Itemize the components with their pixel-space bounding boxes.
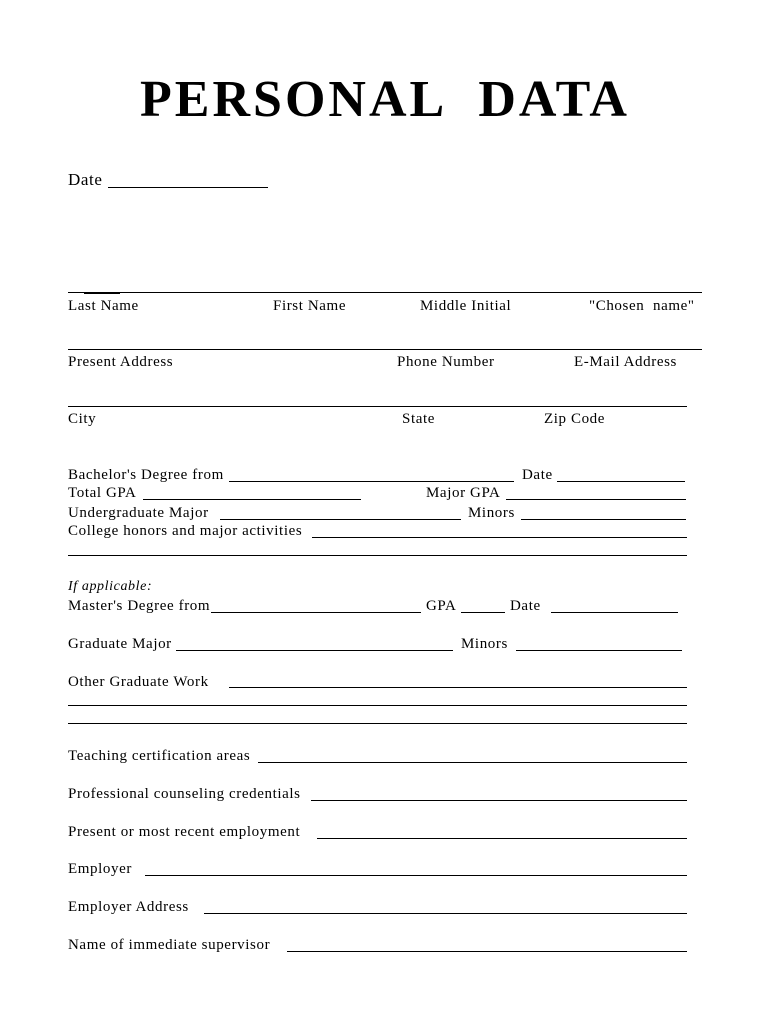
state-label: State: [402, 411, 435, 427]
employer-address-field[interactable]: [204, 913, 687, 914]
masters-degree-label: Master's Degree from: [68, 598, 211, 614]
bachelors-degree-label: Bachelor's Degree from: [68, 467, 224, 483]
teaching-certification-label: Teaching certification areas: [68, 748, 251, 764]
bachelors-degree-field[interactable]: [229, 481, 514, 482]
undergraduate-minors-field[interactable]: [521, 519, 686, 520]
other-graduate-work-field-2[interactable]: [68, 705, 687, 706]
address-field-line[interactable]: [68, 349, 702, 350]
graduate-major-label: Graduate Major: [68, 636, 172, 652]
page-title: PERSONAL DATA: [140, 71, 630, 128]
graduate-major-field[interactable]: [176, 650, 453, 651]
major-gpa-label: Major GPA: [426, 485, 501, 501]
major-gpa-field[interactable]: [506, 499, 686, 500]
recent-employment-label: Present or most recent employment: [68, 824, 301, 840]
graduate-minors-label: Minors: [461, 636, 508, 652]
recent-employment-field[interactable]: [317, 838, 687, 839]
counseling-credentials-field[interactable]: [311, 800, 687, 801]
email-address-label: E-Mail Address: [574, 354, 677, 370]
date-label: Date: [68, 170, 103, 189]
masters-gpa-label: GPA: [426, 598, 457, 614]
masters-date-label: Date: [510, 598, 541, 614]
supervisor-field[interactable]: [287, 951, 687, 952]
masters-date-field[interactable]: [551, 612, 678, 613]
other-graduate-work-field-3[interactable]: [68, 723, 687, 724]
name-field-tick: [84, 292, 120, 294]
date-field[interactable]: [108, 187, 268, 188]
first-name-label: First Name: [273, 298, 347, 314]
other-graduate-work-label: Other Graduate Work: [68, 674, 209, 690]
undergraduate-minors-label: Minors: [468, 505, 515, 521]
other-graduate-work-field[interactable]: [229, 687, 687, 688]
employer-field[interactable]: [145, 875, 687, 876]
employer-address-label: Employer Address: [68, 899, 189, 915]
employer-label: Employer: [68, 861, 132, 877]
bachelors-date-label: Date: [522, 467, 553, 483]
college-honors-label: College honors and major activities: [68, 523, 303, 539]
undergraduate-major-field[interactable]: [220, 519, 461, 520]
graduate-minors-field[interactable]: [516, 650, 682, 651]
chosen-name-label: "Chosen name": [589, 298, 695, 314]
college-honors-field[interactable]: [312, 537, 687, 538]
supervisor-label: Name of immediate supervisor: [68, 937, 271, 953]
phone-number-label: Phone Number: [397, 354, 495, 370]
bachelors-date-field[interactable]: [557, 481, 685, 482]
if-applicable-note: If applicable:: [68, 579, 153, 594]
total-gpa-label: Total GPA: [68, 485, 137, 501]
present-address-label: Present Address: [68, 354, 174, 370]
counseling-credentials-label: Professional counseling credentials: [68, 786, 301, 802]
masters-gpa-field[interactable]: [461, 612, 505, 613]
zip-code-label: Zip Code: [544, 411, 606, 427]
name-field-line[interactable]: [68, 292, 702, 293]
masters-degree-field[interactable]: [211, 612, 421, 613]
undergraduate-major-label: Undergraduate Major: [68, 505, 209, 521]
middle-initial-label: Middle Initial: [420, 298, 512, 314]
college-honors-field-2[interactable]: [68, 555, 687, 556]
city-label: City: [68, 411, 97, 427]
city-field-line[interactable]: [68, 406, 687, 407]
teaching-certification-field[interactable]: [258, 762, 687, 763]
last-name-label: Last Name: [68, 298, 139, 314]
total-gpa-field[interactable]: [143, 499, 361, 500]
